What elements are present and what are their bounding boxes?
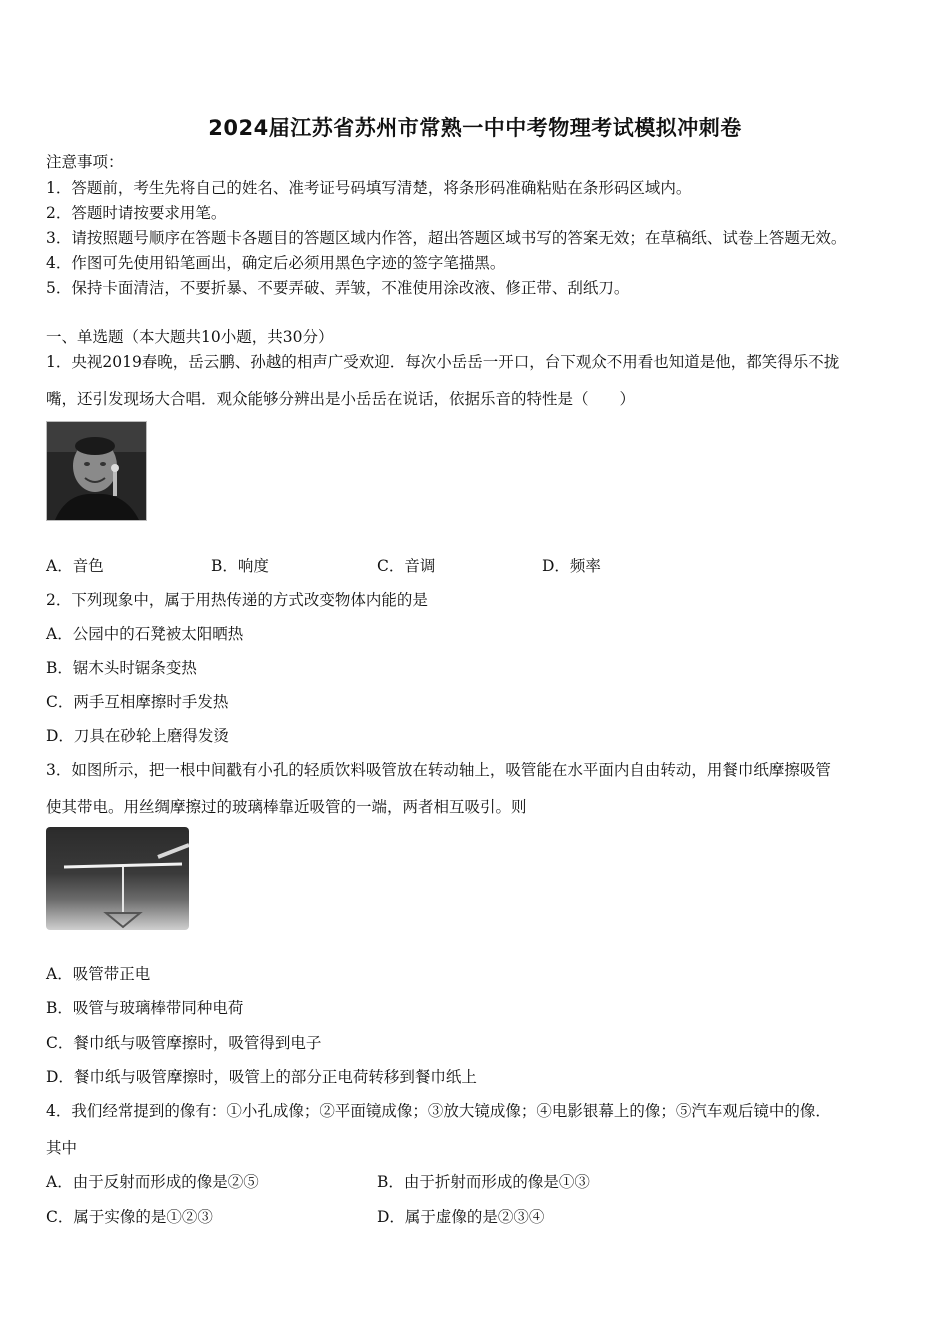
q1-option-d: D．频率: [542, 557, 601, 575]
q3-option-d: D．餐巾纸与吸管摩擦时，吸管上的部分正电荷转移到餐巾纸上: [46, 1068, 477, 1086]
q3-option-b: B．吸管与玻璃棒带同种电荷: [46, 999, 244, 1017]
note-item: 3．请按照题号顺序在答题卡各题目的答题区域内作答，超出答题区域书写的答案无效；在草稿纸、试卷上答题无效。: [46, 229, 847, 247]
section-heading: 一、单选题（本大题共10小题，共30分）: [46, 328, 334, 346]
q3-option-c: C．餐巾纸与吸管摩擦时，吸管得到电子: [46, 1034, 322, 1052]
q1-option-c: C．音调: [377, 557, 436, 575]
notes-heading: 注意事项：: [46, 153, 124, 171]
exam-title: 2024届江苏省苏州市常熟一中中考物理考试模拟冲刺卷: [208, 116, 742, 140]
note-item: 5．保持卡面清洁，不要折暴、不要弄破、弄皱，不准使用涂改液、修正带、刮纸刀。: [46, 279, 630, 297]
q2-option-d: D．刀具在砂轮上磨得发烫: [46, 727, 229, 745]
note-item: 1．答题前，考生先将自己的姓名、准考证号码填写清楚，将条形码准确粘贴在条形码区域内。: [46, 179, 692, 197]
note-item: 2．答题时请按要求用笔。: [46, 204, 227, 222]
q1-stem-line1: 1．央视2019春晚，岳云鹏、孙越的相声广受欢迎．每次小岳岳一开口，台下观众不用看也知道是他，都笑得乐不拢: [46, 353, 840, 371]
q2-option-b: B．锯木头时锯条变热: [46, 659, 197, 677]
straw-on-pivot-diagram: [46, 827, 189, 930]
note-item: 4．作图可先使用铅笔画出，确定后必须用黑色字迹的签字笔描黑。: [46, 254, 506, 272]
q3-stem-line2: 使其带电。用丝绸摩擦过的玻璃棒靠近吸管的一端，两者相互吸引。则: [46, 798, 527, 816]
q3-straw-figure: [46, 827, 189, 930]
performer-photo-image: [47, 422, 146, 520]
q4-stem-line2: 其中: [46, 1139, 78, 1157]
q4-stem-line1: 4．我们经常提到的像有：①小孔成像；②平面镜成像；③放大镜成像；④电影银幕上的像；⑤汽车观后镜中的像．: [46, 1102, 831, 1120]
q4-option-b: B．由于折射而形成的像是①③: [377, 1173, 590, 1191]
q4-option-d: D．属于虚像的是②③④: [377, 1208, 545, 1226]
q3-option-a: A．吸管带正电: [46, 965, 151, 983]
q2-option-a: A．公园中的石凳被太阳晒热: [46, 625, 244, 643]
q2-stem: 2．下列现象中，属于用热传递的方式改变物体内能的是: [46, 591, 428, 609]
q3-stem-line1: 3．如图所示，把一根中间戳有小孔的轻质饮料吸管放在转动轴上，吸管能在水平面内自由转动，用餐巾纸摩擦吸管: [46, 761, 831, 779]
q1-stem-line2: 嘴，还引发现场大合唱．观众能够分辨出是小岳岳在说话，依据乐音的特性是（ ）: [46, 390, 636, 408]
q4-option-a: A．由于反射而形成的像是②⑤: [46, 1173, 259, 1191]
q1-performer-photo: [46, 421, 147, 521]
q1-option-a: A．音色: [46, 557, 104, 575]
q4-option-c: C．属于实像的是①②③: [46, 1208, 213, 1226]
q1-option-b: B．响度: [211, 557, 269, 575]
q2-option-c: C．两手互相摩擦时手发热: [46, 693, 229, 711]
